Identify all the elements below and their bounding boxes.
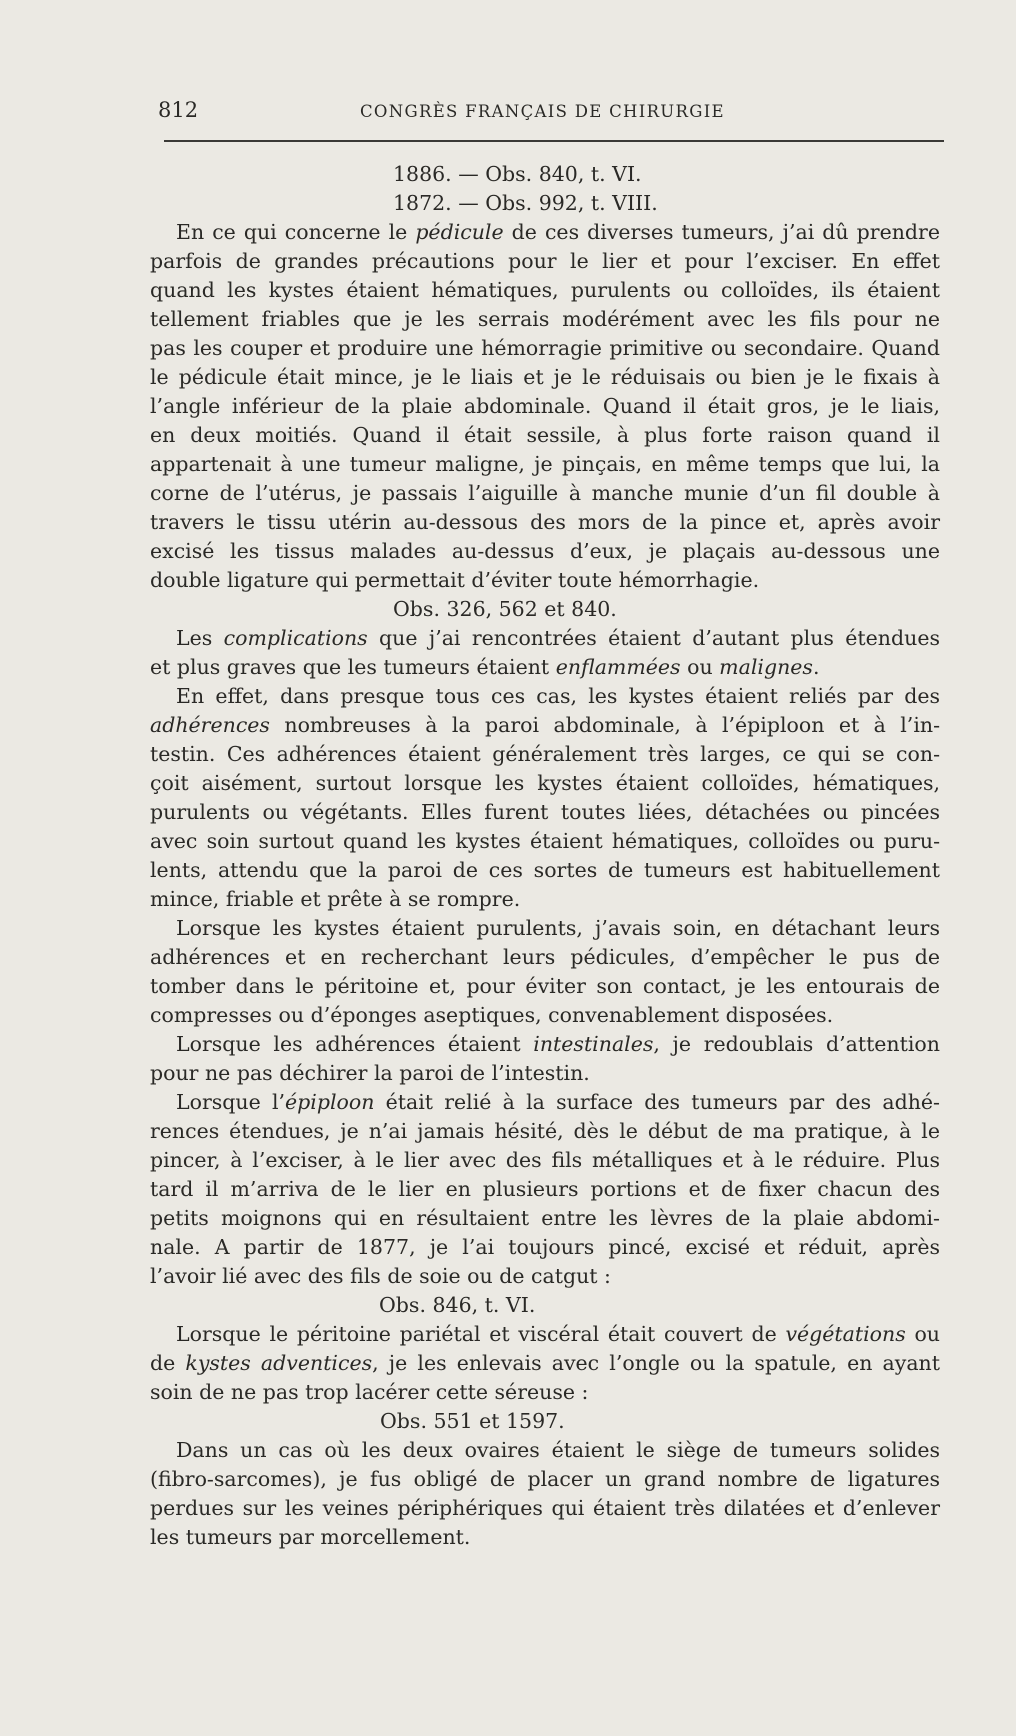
text-line: travers le tissu utérin au-dessous des mors de la pince et, après avoir [150,510,940,534]
text-line: parfois de grandes précautions pour le lier et pour l’exciser. En effet [150,249,940,273]
text-line: Dans un cas où les deux ovaires étaient le siège de tumeurs solides [176,1438,940,1462]
text-line: rences étendues, je n’ai jamais hésité, dès le début de ma pratique, à le [150,1119,940,1143]
page-number: 812 [158,98,199,122]
text-line: pas les couper et produire une hémorragie primitive ou secondaire. Quand [150,336,940,360]
text-line: et plus graves que les tumeurs étaient enflammées ou malignes. [150,655,820,679]
text-line: excisé les tissus malades au-dessus d’eux, je plaçais au-dessous une [150,539,940,563]
text-line: tellement friables que je les serrais modérément avec les fils pour ne [150,307,940,331]
text-line: Lorsque les adhérences étaient intestinales, je redoublais d’attention [176,1032,940,1056]
text-line: En ce qui concerne le pédicule de ces diverses tumeurs, j’ai dû prendre [176,220,940,244]
text-line: Lorsque le péritoine pariétal et viscéral était couvert de végétations ou [176,1322,940,1346]
text-line: compresses ou d’éponges aseptiques, convenablement disposées. [150,1003,834,1027]
text-line: adhérences et en recherchant leurs pédicules, d’empêcher le pus de [150,945,940,969]
body-text [150,160,940,1552]
text-line: Lorsque l’épiploon était relié à la surface des tumeurs par des adhé- [176,1090,940,1114]
text-line: tomber dans le péritoine et, pour éviter son contact, je les entourais de [150,974,940,998]
text-line: En effet, dans presque tous ces cas, les kystes étaient reliés par des [176,684,940,708]
page-header [0,98,1016,132]
text-line: l’angle inférieur de la plaie abdominale. Quand il était gros, je le liais, [150,394,940,418]
text-line: mince, friable et prête à se rompre. [150,887,521,911]
text-line: l’avoir lié avec des fils de soie ou de catgut : [150,1264,611,1288]
reference-line: 1872. — Obs. 992, t. VIII. [393,191,658,215]
text-line: petits moignons qui en résultaient entre les lèvres de la plaie abdomi- [150,1206,940,1230]
text-line: les tumeurs par morcellement. [150,1525,471,1549]
header-rule [164,140,944,142]
text-line: quand les kystes étaient hématiques, purulents ou colloïdes, ils étaient [150,278,940,302]
text-line: Lorsque les kystes étaient purulents, j’avais soin, en détachant leurs [176,916,940,940]
text-line: tard il m’arriva de le lier en plusieurs portions et de fixer chacun des [150,1177,940,1201]
text-line: corne de l’utérus, je passais l’aiguille à manche munie d’un fil double à [150,481,940,505]
text-line: Les complications que j’ai rencontrées étaient d’autant plus étendues [176,626,940,650]
text-line: pincer, à l’exciser, à le lier avec des fils métalliques et à le réduire. Plus [150,1148,940,1172]
running-title: CONGRÈS FRANÇAIS DE CHIRURGIE [360,102,725,121]
reference-line: Obs. 551 et 1597. [380,1409,565,1433]
reference-line: Obs. 846, t. VI. [379,1293,536,1317]
text-line: le pédicule était mince, je le liais et je le réduisais ou bien je le fixais à [150,365,940,389]
text-line: testin. Ces adhérences étaient généralement très larges, ce qui se con- [150,742,940,766]
text-line: purulents ou végétants. Elles furent toutes liées, détachées ou pincées [150,800,940,824]
text-line: adhérences nombreuses à la paroi abdominale, à l’épiploon et à l’in- [150,713,940,737]
reference-line: 1886. — Obs. 840, t. VI. [393,162,642,186]
text-line: çoit aisément, surtout lorsque les kystes étaient colloïdes, hématiques, [150,771,940,795]
text-line: avec soin surtout quand les kystes étaient hématiques, colloïdes ou puru- [150,829,940,853]
text-line: soin de ne pas trop lacérer cette séreuse : [150,1380,589,1404]
text-line: pour ne pas déchirer la paroi de l’intestin. [150,1061,590,1085]
text-line: de kystes adventices, je les enlevais avec l’ongle ou la spatule, en ayant [150,1351,940,1375]
text-line: lents, attendu que la paroi de ces sortes de tumeurs est habituellement [150,858,940,882]
text-line: double ligature qui permettait d’éviter toute hémorrhagie. [150,568,760,592]
text-line: appartenait à une tumeur maligne, je pinçais, en même temps que lui, la [150,452,940,476]
text-line: nale. A partir de 1877, je l’ai toujours pincé, excisé et réduit, après [150,1235,940,1259]
text-line: en deux moitiés. Quand il était sessile, à plus forte raison quand il [150,423,940,447]
text-line: perdues sur les veines périphériques qui étaient très dilatées et d’enlever [150,1496,940,1520]
text-line: (fibro-sarcomes), je fus obligé de placer un grand nombre de ligatures [150,1467,940,1491]
reference-line: Obs. 326, 562 et 840. [393,597,617,621]
